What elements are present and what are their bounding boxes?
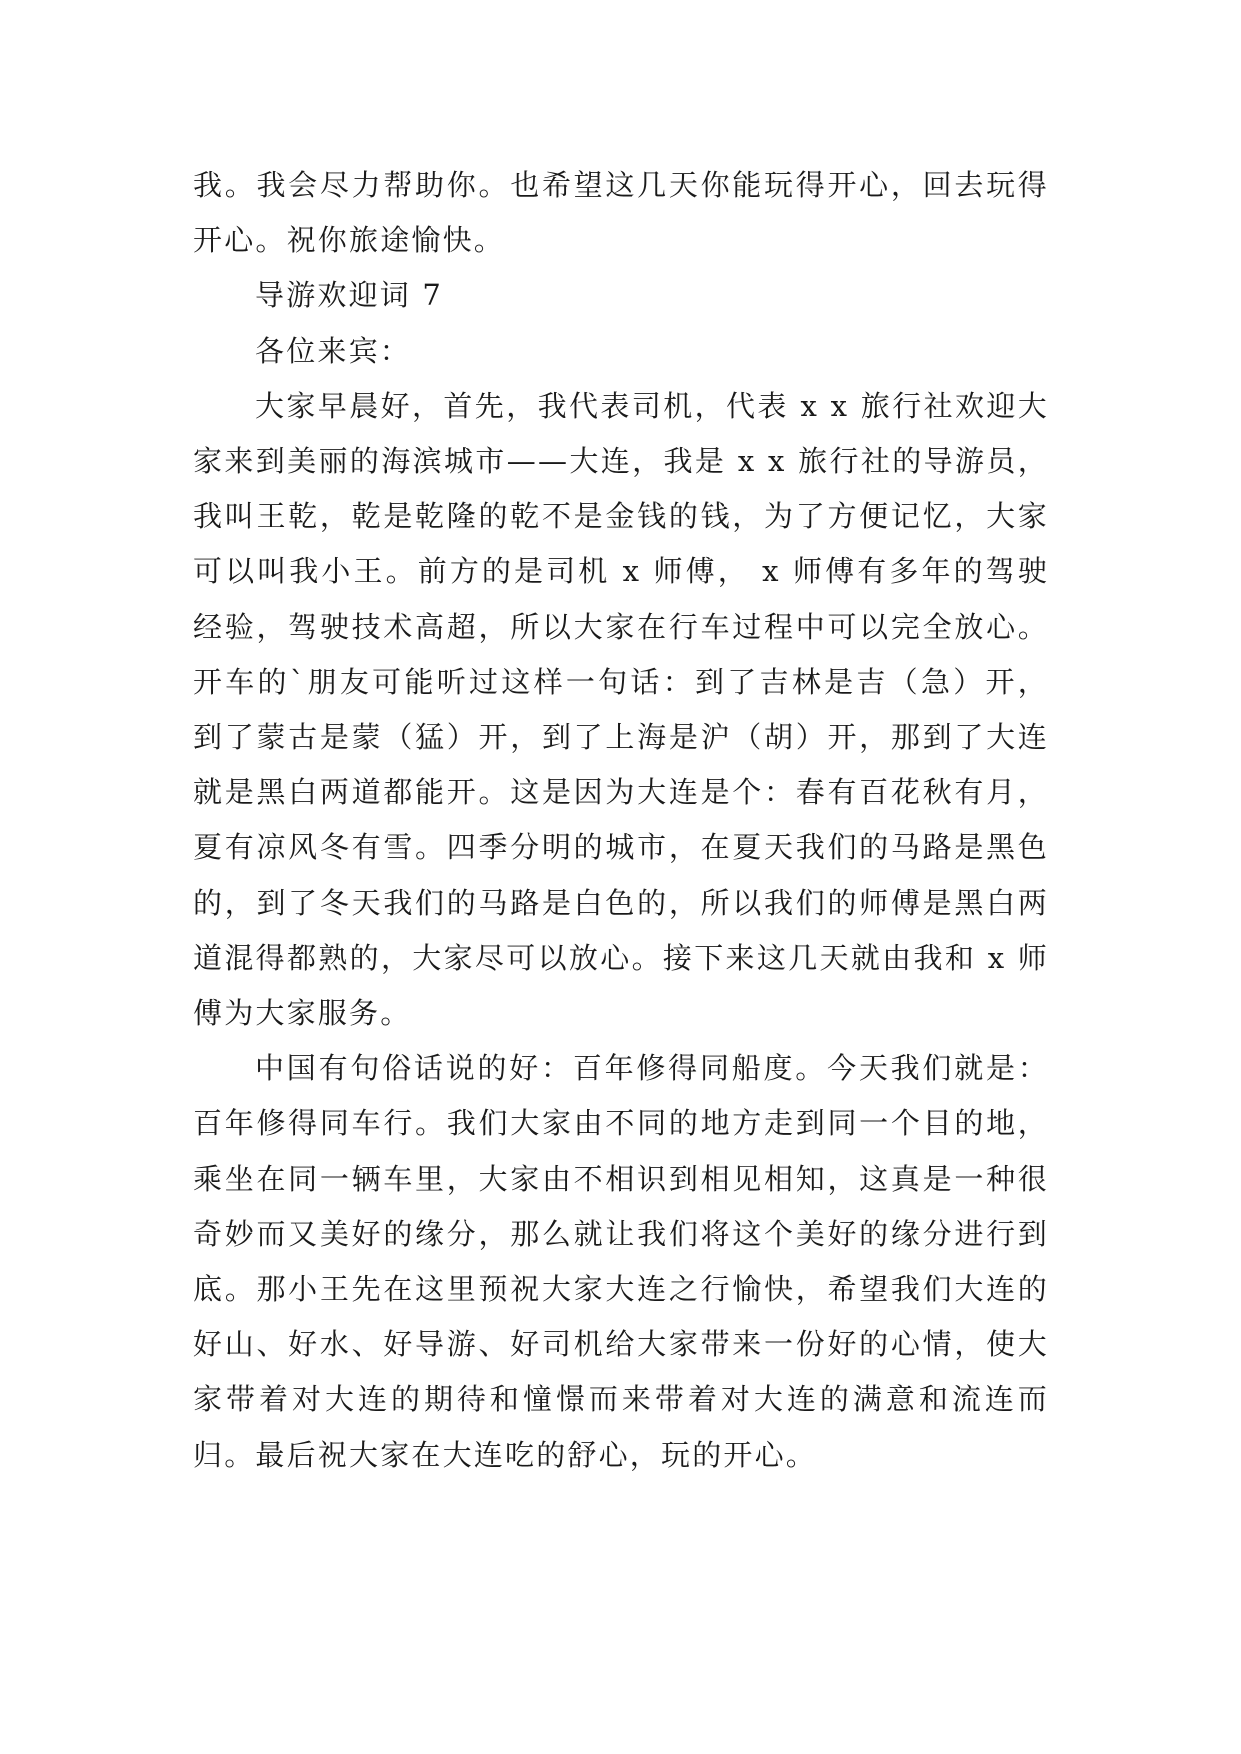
document-page xyxy=(193,158,1049,1483)
salutation: 各位来宾： xyxy=(255,333,412,368)
paragraph-continuation: 我。我会尽力帮助你。也希望这几天你能玩得开心，回去玩得开心。祝你旅途愉快。 xyxy=(193,168,1049,258)
paragraph-closing: 中国有句俗话说的好：百年修得同船度。今天我们就是：百年修得同车行。我们大家由不同的地方走到同一个目的地，乘坐在同一辆车里，大家由不相识到相见相知，这真是一种很奇妙而又美好的缘分，那么就让我们将这个美好的缘分进行到底。那小王先在这里预祝大家大连之行愉快，希望我们大连的好山、好水、好导游、好司机给大家带来一份好的心情，使大家带着对大连的期待和憧憬而来带着对大连的满意和流连而归。最后祝大家在大连吃的舒心，玩的开心。 xyxy=(193,1051,1049,1472)
paragraph-introduction: 大家早晨好，首先，我代表司机，代表 x x 旅行社欢迎大家来到美丽的海滨城市——大连，我是 x x 旅行社的导游员，我叫王乾，乾是乾隆的乾不是金钱的钱，为了方便记忆，大家可以叫我小王。前方的是司机 x 师傅， x 师傅有多年的驾驶经验，驾驶技术高超，所以大家在行车过程中可以完全放心。开车的`朋友可能听过这样一句话：到了吉林是吉（急）开，到了蒙古是蒙（猛）开，到了上海是沪（胡）开，那到了大连就是黑白两道都能开。这是因为大连是个：春有百花秋有月，夏有凉风冬有雪。四季分明的城市，在夏天我们的马路是黑色的，到了冬天我们的马路是白色的，所以我们的师傅是黑白两道混得都熟的，大家尽可以放心。接下来这几天就由我和 x 师傅为大家服务。 xyxy=(193,388,1049,1031)
section-heading: 导游欢迎词 7 xyxy=(255,278,444,313)
